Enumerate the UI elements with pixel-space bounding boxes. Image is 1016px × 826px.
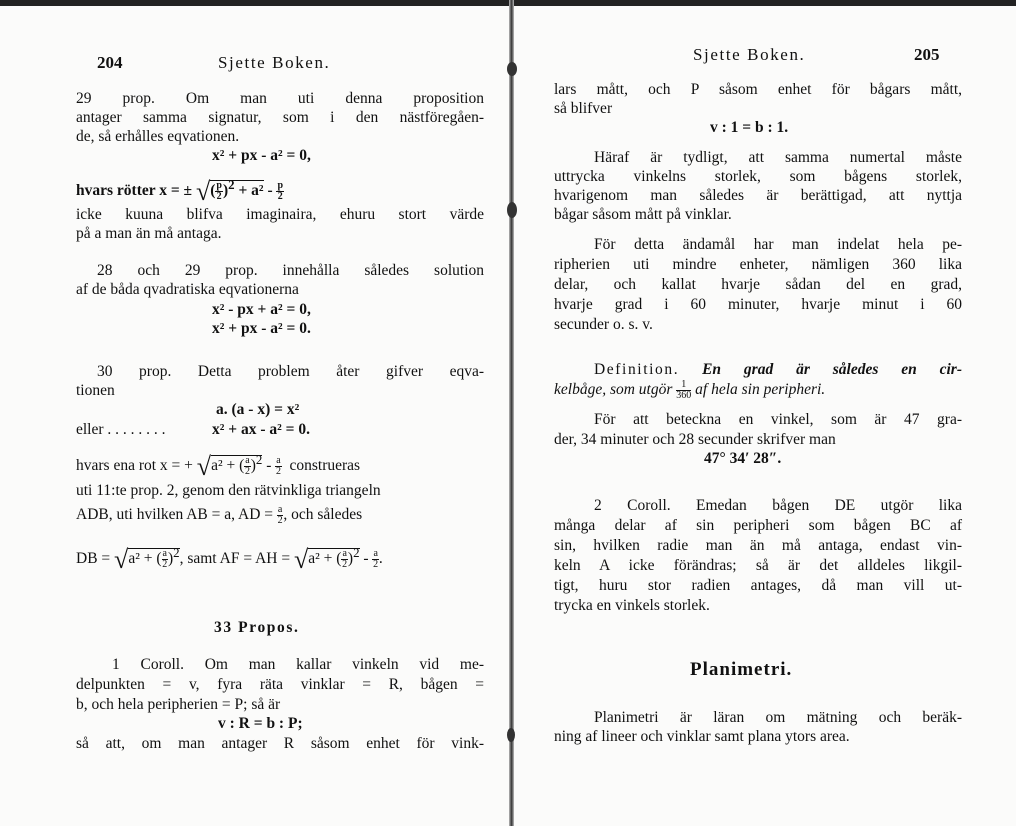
paragraph-line: antager samma signatur, som i den nästföregåen- [76,109,484,126]
fraction: $\frac{a}{2}$ [373,548,379,571]
equation: hvars rötter x = ± √( $\frac{p}{2}$ )$^2$ + a² - $\frac{p}{2}$ [76,177,284,207]
fraction: $\frac{1}{360}$ [676,379,692,401]
running-head: Sjette Boken. [218,53,331,72]
definition-line: Definition. En grad är således en cir- [594,361,962,378]
paragraph-line: af de båda qvadratiska eqvationerna [76,281,299,298]
paragraph-line: 29 prop. Om man uti denna proposition [76,90,484,107]
page-number: 205 [914,45,940,64]
equation: v : 1 = b : 1. [710,119,789,136]
definition-line: kelbåge, som utgör $\frac{1}{360}$ af hela sin peripheri. [554,379,826,401]
radical-sign-icon: √ [114,545,129,575]
equation: hvars ena rot x = + √a² + ( $\frac{a}{2}$ )$^2$ - $\frac{a}{2}$ construeras [76,452,361,482]
paragraph-line: uti 11:te prop. 2, genom den rätvinkliga triangeln [76,482,381,499]
equation: a. (a - x) = x² [216,401,300,418]
fraction: $\frac{p}{2}$ [277,180,284,203]
page-number: 204 [97,53,123,72]
paragraph-line: delpunkten = v, fyra räta vinklar = R, bågen = [76,676,484,693]
paragraph-line: ning af lineer och vinklar samt plana ytors area. [554,728,850,745]
equation: x² + px - a² = 0. [212,320,311,337]
paragraph-line: secunder o. s. v. [554,316,653,333]
paragraph-line: trycka en vinkels storlek. [554,597,710,614]
paragraph-line: 2 Coroll. Emedan bågen DE utgör lika [594,497,962,514]
paragraph-line: b, och hela peripherien = P; så är [76,696,281,713]
fraction: $\frac{p}{2}$ [216,180,222,203]
paragraph-line: keln A icke förändras; så är det alldeles likgil- [554,557,962,574]
paragraph-line: de, så erhålles eqvationen. [76,128,240,145]
equation: x² + px - a² = 0, [212,147,311,164]
paragraph-line: lars mått, och P såsom enhet för bågars mått, [554,81,962,98]
definition-label: Definition. [594,361,680,378]
paragraph-line: delar, och kallat hvarje sådan del en grad, [554,276,962,293]
paragraph-line: icke kuuna blifva imaginaira, ehuru stort värde [76,206,484,223]
paragraph-line: 28 och 29 prop. innehålla således solution [97,262,484,279]
radical-sign-icon: √ [196,452,212,482]
radicand: ( $\frac{p}{2}$ )$^2$ + a² [210,177,264,203]
paragraph-line: 1 Coroll. Om man kallar vinkeln vid me- [112,656,484,673]
equation: DB = √a² + ( $\frac{a}{2}$ )$^2$, samt AF = AH = √a² + ( $\frac{a}{2}$ )$^2$ - $\frac{a}{2}$ . [76,545,383,575]
paragraph-line: För att beteckna en vinkel, som är 47 gra- [594,411,962,428]
right-page [514,0,1016,826]
paragraph-line: många delar af sin peripheri som bågen BC af [554,517,962,534]
equation: v : R = b : P; [218,715,303,732]
paragraph-line: så att, om man antager R såsom enhet för vink- [76,735,484,752]
equation: x² + ax - a² = 0. [212,421,310,438]
paragraph-line: så blifver [554,100,613,117]
paragraph-line: på a man än må antaga. [76,225,222,242]
paragraph-line: hvarje grad i 60 minuter, hvarje minut i 60 [554,296,962,313]
equation-prefix: eller . . . . . . . . [76,421,166,438]
paragraph-line: tigt, huru stor radien antages, då man vill ut- [554,577,962,594]
paragraph-line: ripherien uti mindre enheter, nämligen 360 lika [554,256,962,273]
radical-sign-icon: √ [293,545,309,575]
paragraph-line: 30 prop. Detta problem åter gifver eqva- [97,363,484,380]
fraction: $\frac{a}{2}$ [245,455,250,478]
equation: 47° 34′ 28″. [704,450,782,467]
fraction: $\frac{a}{2}$ [276,455,281,478]
paragraph-line: För detta ändamål har man indelat hela pe- [594,236,962,253]
equation-prefix: hvars rötter x = ± [76,182,193,200]
paragraph-line: bågar såsom mått på vinklar. [554,206,732,223]
paragraph-line: Häraf är tydligt, att samma numertal måste [594,149,962,166]
paragraph-line: sin, hvilken radie man än må antaga, endast vin- [554,537,962,554]
paragraph-line: uttrycka vinkelns storlek, som bågens storlek, [554,168,962,185]
section-heading: 33 Propos. [214,619,300,636]
paragraph-line: hvarigenom man således är berättigad, att nyttja [554,187,962,204]
fraction: $\frac{a}{2}$ [342,548,348,571]
paragraph-line: der, 34 minuter och 28 secunder skrifver man [554,431,836,448]
paragraph-line: ADB, uti hvilken AB = a, AD = $\frac{a}{2}$ , och således [76,504,363,526]
section-title: Planimetri. [690,659,793,680]
fraction: $\frac{a}{2}$ [277,504,283,526]
running-head: Sjette Boken. [693,45,806,64]
equation: x² - px + a² = 0, [212,301,311,318]
fraction: $\frac{a}{2}$ [162,548,168,571]
radical-sign-icon: √ [195,177,211,207]
paragraph-line: Planimetri är läran om mätning och beräk- [594,709,962,726]
paragraph-line: tionen [76,382,115,399]
